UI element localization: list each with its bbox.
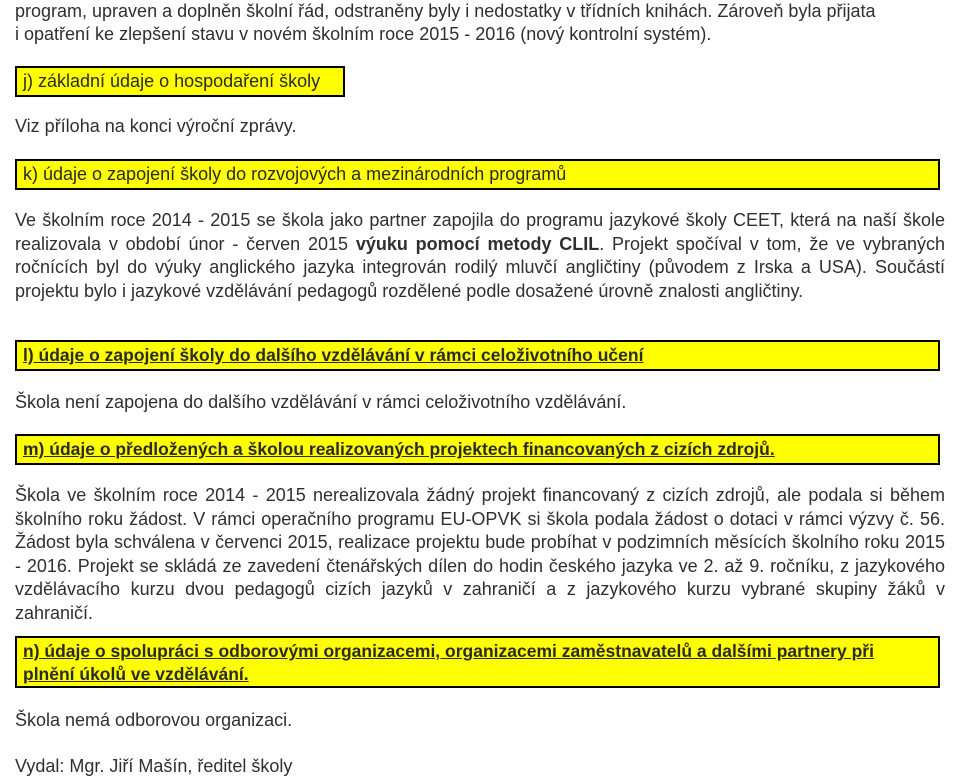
section-k-text-emphasis: výuku pomocí metody CLIL — [355, 233, 600, 254]
section-m-heading — [15, 434, 940, 465]
section-k-text — [15, 209, 945, 303]
section-n-heading-line-2: plnění úkolů ve vzdělávání. — [23, 664, 249, 684]
section-n-heading — [15, 636, 940, 688]
section-n-text: Škola nemá odborovou organizaci. — [15, 710, 293, 730]
signature: Vydal: Mgr. Jiří Mašín, ředitel školy — [15, 756, 293, 776]
section-l-heading-text: l) údaje o zapojení školy do dalšího vzdělávání v rámci celoživotního učení — [23, 345, 644, 365]
section-k-heading-text: k) údaje o zapojení školy do rozvojových a mezinárodních programů — [23, 164, 567, 184]
intro-line-1: program, upraven a doplněn školní řád, odstraněny byly i nedostatky v třídních knihách. Zároveň byla přijata — [15, 1, 876, 21]
section-n-heading-line-1: n) údaje o spolupráci s odborovými organizacemi, organizacemi zaměstnavatelů a dalšími partnery při — [23, 641, 874, 661]
section-j-text: Viz příloha na konci výroční zprávy. — [15, 116, 297, 136]
section-m-text: Škola ve školním roce 2014 - 2015 nerealizovala žádný projekt financovaný z cizích zdrojů, ale podala si během školního roku žádost. V rámci operačního programu EU-OPVK si škola podala žádost o dotaci v rámci výzvy č. 56. Žádost byla schválena v červenci 2015, realizace projektu bude probíhat v podzimních měsících školního roku 2015 - 2016. Projekt se skládá ze zavedení čtenářských dílen do hodin českého jazyka ve 2. až 9. ročníku, z jazykového vzdělávacího kurzu dvou pedagogů cizích jazyků v zahraničí a z jazykového kurzu vybrané skupiny žáků v zahraničí. — [15, 485, 945, 623]
section-m-heading-text: m) údaje o předložených a školou realizovaných projektech financovaných z cizích zdrojů. — [23, 439, 775, 459]
intro-line-2: i opatření ke zlepšení stavu v novém školním roce 2015 - 2016 (nový kontrolní systém). — [15, 24, 712, 44]
section-k-text-b: . Projekt spočíval v tom, že ve vybraných ročnících byl do výuky anglického jazyka integrován rodilý mluvčí angličtiny (původem z Irska a USA). Součástí projektu bylo i jazykové vzdělávání pedagogů rozdělené podle dosažené úrovně znalosti angličtiny. — [15, 233, 945, 301]
section-l-heading — [15, 340, 940, 371]
section-j-heading — [15, 66, 345, 97]
section-k-text-a: Ve školním roce 2014 - 2015 se škola jako partner zapojila do programu jazykové školy CEET, která na naší škole realizovala v období únor - červen 2015 — [15, 210, 945, 254]
section-l-text: Škola není zapojena do dalšího vzdělávání v rámci celoživotního vzdělávání. — [15, 392, 627, 412]
section-k-heading — [15, 159, 940, 190]
section-j-heading-text: j) základní údaje o hospodaření školy — [23, 71, 321, 91]
